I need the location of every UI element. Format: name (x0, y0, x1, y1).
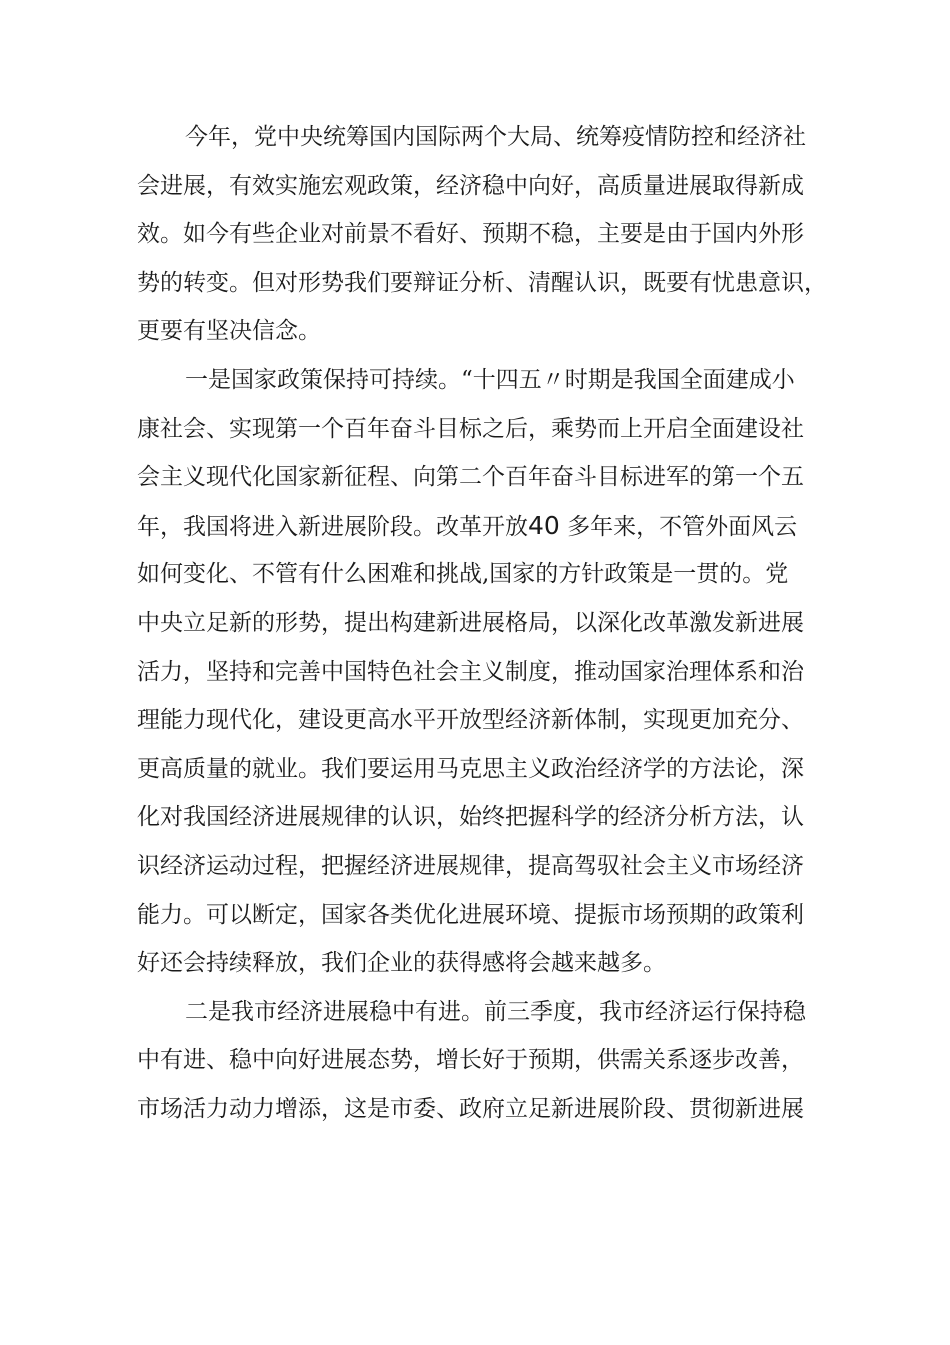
text-line: 活力，坚持和完善中国特色社会主义制度，推动国家治理体系和治 (137, 658, 804, 685)
text-line-with-number (137, 502, 827, 551)
text-line: 势的转变。但对形势我们要辩证分析、清醒认识，既要有忧患意识， (137, 269, 827, 296)
text-segment: 年，我国将进入新进展阶段。改革开放 (137, 513, 528, 540)
text-line: 化对我国经济进展规律的认识，始终把握科学的经济分析方法，认 (137, 804, 804, 831)
text-line: 康社会、实现第一个百年奋斗目标之后，乘势而上开启全面建设社 (137, 415, 804, 442)
text-line: 如何变化、不管有什么困难和挑战,国家的方针政策是一贯的。党 (137, 561, 789, 588)
document-body (137, 113, 827, 1133)
text-line: 效。如今有些企业对前景不看好、预期不稳，主要是由于国内外形 (137, 221, 804, 248)
text-line: 一是国家政策保持可持续。“十四五〃时期是我国全面建成小 (185, 366, 795, 393)
paragraph-intro (137, 113, 827, 356)
text-line: 会主义现代化国家新征程、向第二个百年奋斗目标进军的第一个五 (137, 464, 804, 491)
text-line: 能力。可以断定，国家各类优化进展环境、提振市场预期的政策利 (137, 901, 804, 928)
text-line: 市场活力动力增添，这是市委、政府立足新进展阶段、贯彻新进展 (137, 1095, 804, 1122)
text-line: 更高质量的就业。我们要运用马克思主义政治经济学的方法论，深 (137, 755, 804, 782)
text-line: 二是我市经济进展稳中有进。前三季度，我市经济运行保持稳 (185, 998, 806, 1025)
text-line: 好还会持续释放，我们企业的获得感将会越来越多。 (137, 950, 666, 977)
inline-number: 40 (528, 510, 560, 540)
text-line: 识经济运动过程，把握经济进展规律，提高驾驭社会主义市场经济 (137, 852, 804, 879)
text-line: 中有进、稳中向好进展态势，增长好于预期，供需关系逐步改善， (137, 1047, 804, 1074)
paragraph-city-economy (137, 988, 827, 1134)
text-line: 今年，党中央统筹国内国际两个大局、统筹疫情防控和经济社 (185, 124, 806, 150)
text-line: 中央立足新的形势，提出构建新进展格局，以深化改革激发新进展 (137, 609, 804, 636)
text-line: 理能力现代化，建设更高水平开放型经济新体制，实现更加充分、 (137, 707, 804, 734)
text-line: 会进展，有效实施宏观政策，经济稳中向好，高质量进展取得新成 (137, 172, 804, 199)
text-line: 更要有坚决信念。 (137, 318, 321, 345)
paragraph-national-policy (137, 356, 827, 988)
text-segment: 多年来，不管外面风云 (567, 513, 798, 540)
